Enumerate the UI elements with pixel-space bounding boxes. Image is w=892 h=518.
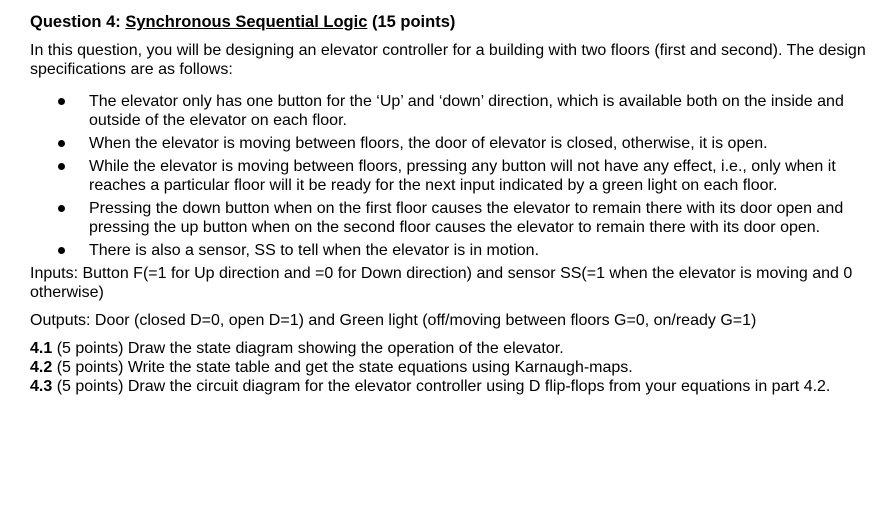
- intro-paragraph: In this question, you will be designing an elevator controller for a building with two floors (first and second). The design specifications are as follows:: [30, 42, 866, 78]
- spec-item: [30, 157, 880, 195]
- specification-list: [30, 92, 880, 260]
- spec-text: There is also a sensor, SS to tell when the elevator is in motion.: [89, 242, 540, 259]
- title-points: (15 points): [367, 13, 456, 31]
- bullet-icon: [58, 205, 65, 212]
- bullet-icon: [58, 163, 65, 170]
- title-prefix: Question 4:: [30, 13, 126, 31]
- spec-item: [30, 199, 880, 237]
- part-4-3: [30, 377, 880, 396]
- outputs-paragraph: Outputs: Door (closed D=0, open D=1) and Green light (off/moving between floors G=0, on/ready G=1): [30, 312, 757, 329]
- part-text: (5 points) Write the state table and get the state equations using Karnaugh-maps.: [52, 359, 633, 376]
- inputs-paragraph: Inputs: Button F(=1 for Up direction and =0 for Down direction) and sensor SS(=1 when the elevator is moving and 0 otherwise): [30, 265, 853, 301]
- part-text: (5 points) Draw the state diagram showing the operation of the elevator.: [52, 340, 564, 357]
- spec-text: When the elevator is moving between floors, the door of elevator is closed, otherwise, it is open.: [89, 135, 768, 152]
- spec-text: Pressing the down button when on the first floor causes the elevator to remain there with its door open and pressing the up button when on the second floor causes the elevator to remain there with its door open.: [89, 200, 844, 236]
- part-4-2: [30, 358, 880, 377]
- spec-item: [30, 92, 880, 130]
- bullet-icon: [58, 247, 65, 254]
- spec-item: [30, 134, 880, 153]
- part-number: 4.1: [30, 340, 53, 357]
- spec-text: The elevator only has one button for the ‘Up’ and ‘down’ direction, which is available both on the inside and outside of the elevator on each floor.: [89, 93, 844, 129]
- part-number: 4.2: [30, 359, 53, 376]
- bullet-icon: [58, 98, 65, 105]
- question-title: [30, 12, 880, 32]
- part-number: 4.3: [30, 378, 53, 395]
- spec-text: While the elevator is moving between floors, pressing any button will not have any effect, i.e., only when it reaches a particular floor will it be ready for the next input indicated by a green light on each floor.: [89, 158, 836, 194]
- spec-item: [30, 241, 880, 260]
- part-4-1: [30, 339, 880, 358]
- bullet-icon: [58, 140, 65, 147]
- question-page: [30, 12, 880, 396]
- part-text: (5 points) Draw the circuit diagram for the elevator controller using D flip-flops from your equations in part 4.2.: [52, 378, 831, 395]
- title-topic: Synchronous Sequential Logic: [125, 13, 368, 31]
